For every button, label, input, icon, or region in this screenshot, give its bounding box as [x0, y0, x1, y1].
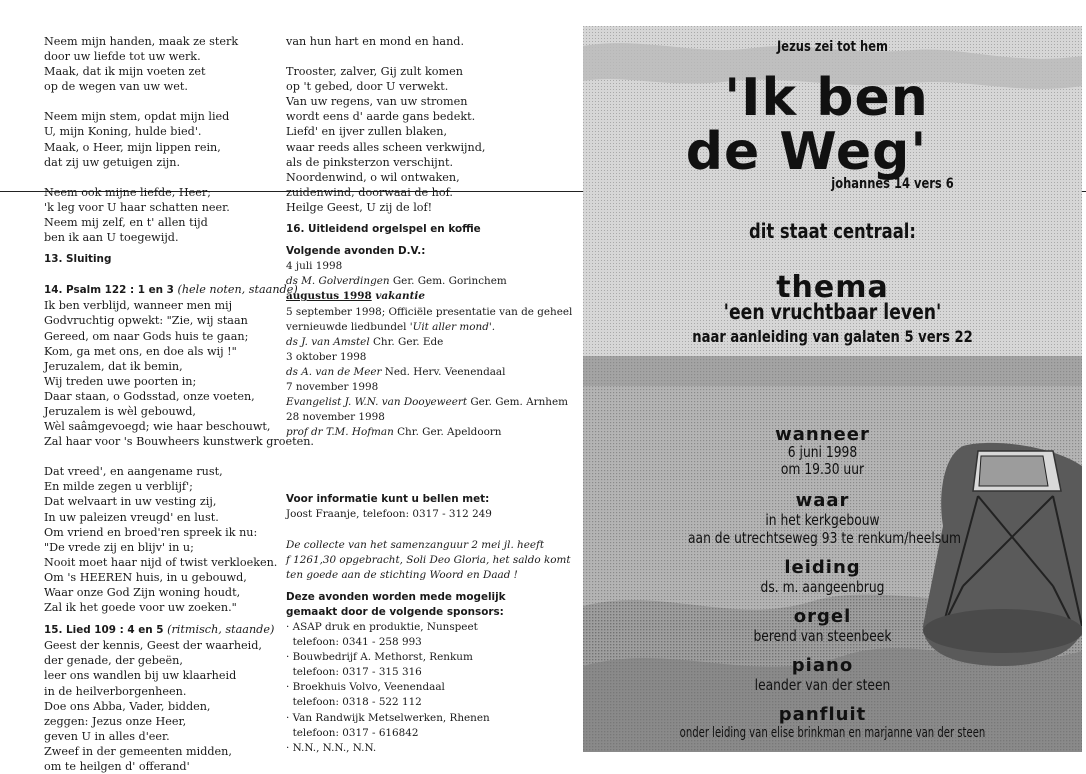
cover-poster	[583, 26, 1082, 752]
section-heading-sluiting: 13. Sluiting	[44, 253, 112, 266]
poster-thema-sub: naar aanleiding van galaten 5 vers 22	[692, 327, 973, 346]
psalm-verse: Ik ben verblijd, wanneer men mij Godvruchtig opwekt: "Zie, wij staan Gereed, om naar Gods huis te gaan; Kom, ga met ons, en doe als wij !" Jeruzalem, dat ik bemin, Wij treden uwe poorten in; Daar staan, o Godsstad, onze voeten, Jeruzalem is wèl gebouwd, Wèl saâmgevoegd; wie haar beschouwt, Zal haar voor 's Bouwheers kunstwerk groeten.	[44, 299, 314, 449]
collecte-note: De collecte van het samenzanguur 2 mei jl. heeft f 1261,30 opgebracht, Soli Deo Gloria, het saldo komt ten goede aan de stichting Woord en Daad !	[286, 538, 571, 581]
poster-time: om 19.30 uur	[780, 460, 865, 478]
poster-title-line2: de Weg'	[685, 122, 928, 182]
poster-waar-label: waar	[795, 490, 850, 511]
poster-centraal: dit staat centraal:	[749, 219, 916, 243]
poster-reference: johannes 14 vers 6	[831, 176, 954, 192]
lied-verse-end: van hun hart en mond en hand.	[286, 35, 465, 48]
program-column-left	[44, 34, 314, 774]
poster-date: 6 juni 1998	[787, 443, 858, 461]
lied-verse: Geest der kennis, Geest der waarheid, der genade, der gebeën, leer ons wandlen bij uw klaarheid in de heilverborgenheen. Doe ons Abba, Vader, bidden, zeggen: Jezus onze Heer, geven U in alles d'eer. Zweef in der gemeenten midden, om te heilgen d' offerand'	[44, 639, 262, 774]
hymn-stanza: Neem mijn handen, maak ze sterk door uw liefde tot uw werk. Maak, dat ik mijn voeten zet op de wegen van uw wet.	[44, 35, 239, 94]
lied-verse: Trooster, zalver, Gij zult komen op 't gebed, door U verwekt. Van uw regens, van uw stromen wordt eens d' aarde gans bedekt. Liefd' en ijver zullen blaken, waar reeds alles scheen verkwijnd, als de pinksterzon verschijnt. Noordenwind, o wil ontwaken, zuidenwind, doorwaai de hof. Heilge Geest, U zij de lof!	[286, 65, 486, 214]
poster-panfluit: onder leiding van elise brinkman en marjanne van der steen	[679, 725, 986, 741]
poster-orgel-label: orgel	[793, 606, 852, 627]
section-heading-orgelspel: 16. Uitleidend orgelspel en koffie	[286, 223, 481, 236]
section-heading-info: Voor informatie kunt u bellen met:	[286, 493, 490, 506]
sponsor-list: · ASAP druk en produktie, Nunspeet telefoon: 0341 - 258 993 · Bouwbedrijf A. Methorst, Renkum telefoon: 0317 - 315 316 · Broekhuis Volvo, Veenendaal telefoon: 0318 - 522 112 · Van Randwijk Metselwerken, Rhenen telefoon: 0317 - 616842 · N.N., N.N., N.N.	[286, 621, 490, 754]
poster-leiding: ds. m. aangeenbrug	[760, 578, 885, 596]
poster-piano-label: piano	[791, 655, 854, 676]
poster-title-line1: 'Ik ben	[724, 68, 929, 128]
poster-wanneer-label: wanneer	[775, 424, 870, 445]
hymn-stanza: Neem mijn stem, opdat mijn lied U, mijn Koning, hulde bied'. Maak, o Heer, mijn lippen rein, dat zij uw getuigen zijn.	[44, 110, 230, 169]
info-contact: Joost Fraanje, telefoon: 0317 - 312 249	[286, 508, 492, 521]
hymn-stanza: Neem ook mijne liefde, Heer; 'k leg voor U haar schatten neer. Neem mij zelf, en t' allen tijd ben ik aan U toegewijd.	[44, 185, 230, 245]
poster-thema: 'een vruchtbaar leven'	[723, 300, 942, 324]
section-heading-lied: 15. Lied 109 : 4 en 5 (ritmisch, staande)	[44, 623, 275, 637]
psalm-verse: Dat vreed', en aangename rust, En milde zegen u verblijf'; Dat welvaart in uw vesting zij, In uw paleizen vreugd' en lust. Om vriend en broed'ren spreek ik nu: "De vrede zij en blijv' in u; Nooit moet haar nijd of twist verkloeken. Om 's HEEREN huis, in u gebouwd, Waar onze God Zijn woning houdt, Zal ik het goede voor uw zoeken."	[44, 465, 278, 615]
poster-piano: leander van der steen	[754, 676, 891, 694]
poster-thema-label: thema	[776, 270, 889, 305]
poster-leiding-label: leiding	[784, 557, 861, 578]
poster-place: in het kerkgebouw	[765, 511, 880, 529]
upcoming-evenings-list: 4 juli 1998 ds M. Golverdingen Ger. Gem. Gorinchem augustus 1998 vakantie 5 september 1998; Officiële presentatie van de geheel vernieuwde liedbundel 'Uit aller mond'. ds J. van Amstel Chr. Ger. Ede 3 oktober 1998 ds A. van de Meer Ned. Herv. Veenendaal 7 november 1998 Evangelist J. W.N. van Dooyeweert Ger. Gem. Arnhem 28 november 1998 prof dr T.M. Hofman Chr. Ger. Apeldoorn	[286, 260, 573, 439]
program-column-middle	[286, 34, 573, 756]
poster-panfluit-label: panfluit	[778, 704, 867, 725]
poster-orgel: berend van steenbeek	[753, 627, 892, 645]
section-heading-avonden: Volgende avonden D.V.:	[286, 245, 426, 258]
section-heading-sponsors: Deze avonden worden mede mogelijk gemaakt door de volgende sponsors:	[286, 590, 506, 618]
poster-address: aan de utrechtseweg 93 te renkum/heelsum	[688, 529, 961, 547]
poster-kicker: Jezus zei tot hem	[777, 39, 888, 55]
section-heading-psalm: 14. Psalm 122 : 1 en 3 (hele noten, staande)	[44, 283, 298, 297]
